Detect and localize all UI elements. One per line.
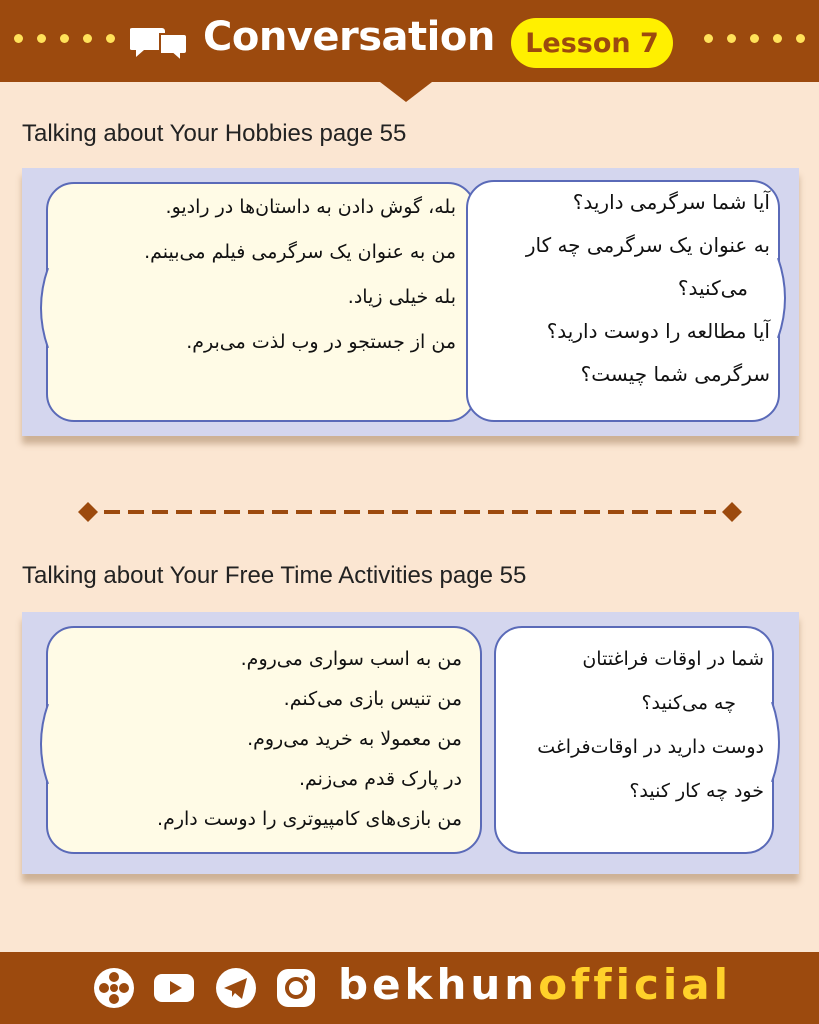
chat-bubbles-icon	[130, 22, 190, 62]
film-reel-icon[interactable]	[92, 966, 136, 1010]
answer-line: من از جستجو در وب لذت می‌برم.	[186, 331, 456, 353]
section-title-hobbies: Talking about Your Hobbies page 55	[22, 120, 407, 147]
telegram-icon[interactable]	[214, 966, 258, 1010]
section-title-free-time: Talking about Your Free Time Activities page 55	[22, 562, 527, 589]
header-bar	[0, 0, 819, 82]
dialog-panel-free-time	[22, 612, 799, 874]
question-line: خود چه کار کنید؟	[629, 780, 764, 802]
question-line: شما در اوقات فراغتتان	[582, 648, 764, 670]
question-line: چه می‌کنید؟	[641, 692, 736, 714]
answer-line: من معمولا به خرید می‌روم.	[247, 728, 462, 750]
bubble-tip-right	[776, 258, 796, 338]
header-notch	[380, 82, 432, 102]
footer-bar	[0, 952, 819, 1024]
answer-line: من تنیس بازی می‌کنم.	[283, 688, 462, 710]
lesson-badge: Lesson 7	[511, 18, 673, 68]
instagram-icon[interactable]	[274, 966, 318, 1010]
answer-line: بله خیلی زیاد.	[347, 286, 456, 308]
brand-name	[338, 960, 732, 1009]
question-line: آیا شما سرگرمی دارید؟	[572, 190, 770, 214]
dialog-panel-hobbies	[22, 168, 799, 436]
question-bubble	[466, 180, 780, 422]
decorative-dots-left	[14, 34, 115, 43]
question-line: به عنوان یک سرگرمی چه کار	[525, 233, 770, 257]
question-line: آیا مطالعه را دوست دارید؟	[546, 319, 770, 343]
answer-line: بله، گوش دادن به داستان‌ها در رادیو.	[165, 196, 456, 218]
question-line: سرگرمی شما چیست؟	[580, 362, 770, 386]
page-title: Conversation	[203, 14, 495, 60]
question-bubble	[494, 626, 774, 854]
bubble-tip-right	[770, 702, 790, 782]
answer-line: من بازی‌های کامپیوتری را دوست دارم.	[157, 808, 462, 830]
brand-name-part2: official	[538, 960, 733, 1009]
answer-line: من به اسب سواری می‌روم.	[240, 648, 462, 670]
bubble-tip-left	[30, 268, 50, 348]
section-divider	[78, 502, 742, 522]
answer-line: در پارک قدم می‌زنم.	[299, 768, 462, 790]
question-line: دوست دارید در اوقات‌فراغت	[537, 736, 764, 758]
brand-name-part1: bekhun	[338, 960, 539, 1009]
answer-line: من به عنوان یک سرگرمی فیلم می‌بینم.	[144, 241, 456, 263]
answer-bubble	[46, 626, 482, 854]
question-line: می‌کنید؟	[677, 276, 748, 300]
decorative-dots-right	[704, 34, 805, 43]
answer-bubble	[46, 182, 476, 422]
youtube-icon[interactable]	[152, 966, 196, 1010]
bubble-tip-left	[30, 704, 50, 784]
